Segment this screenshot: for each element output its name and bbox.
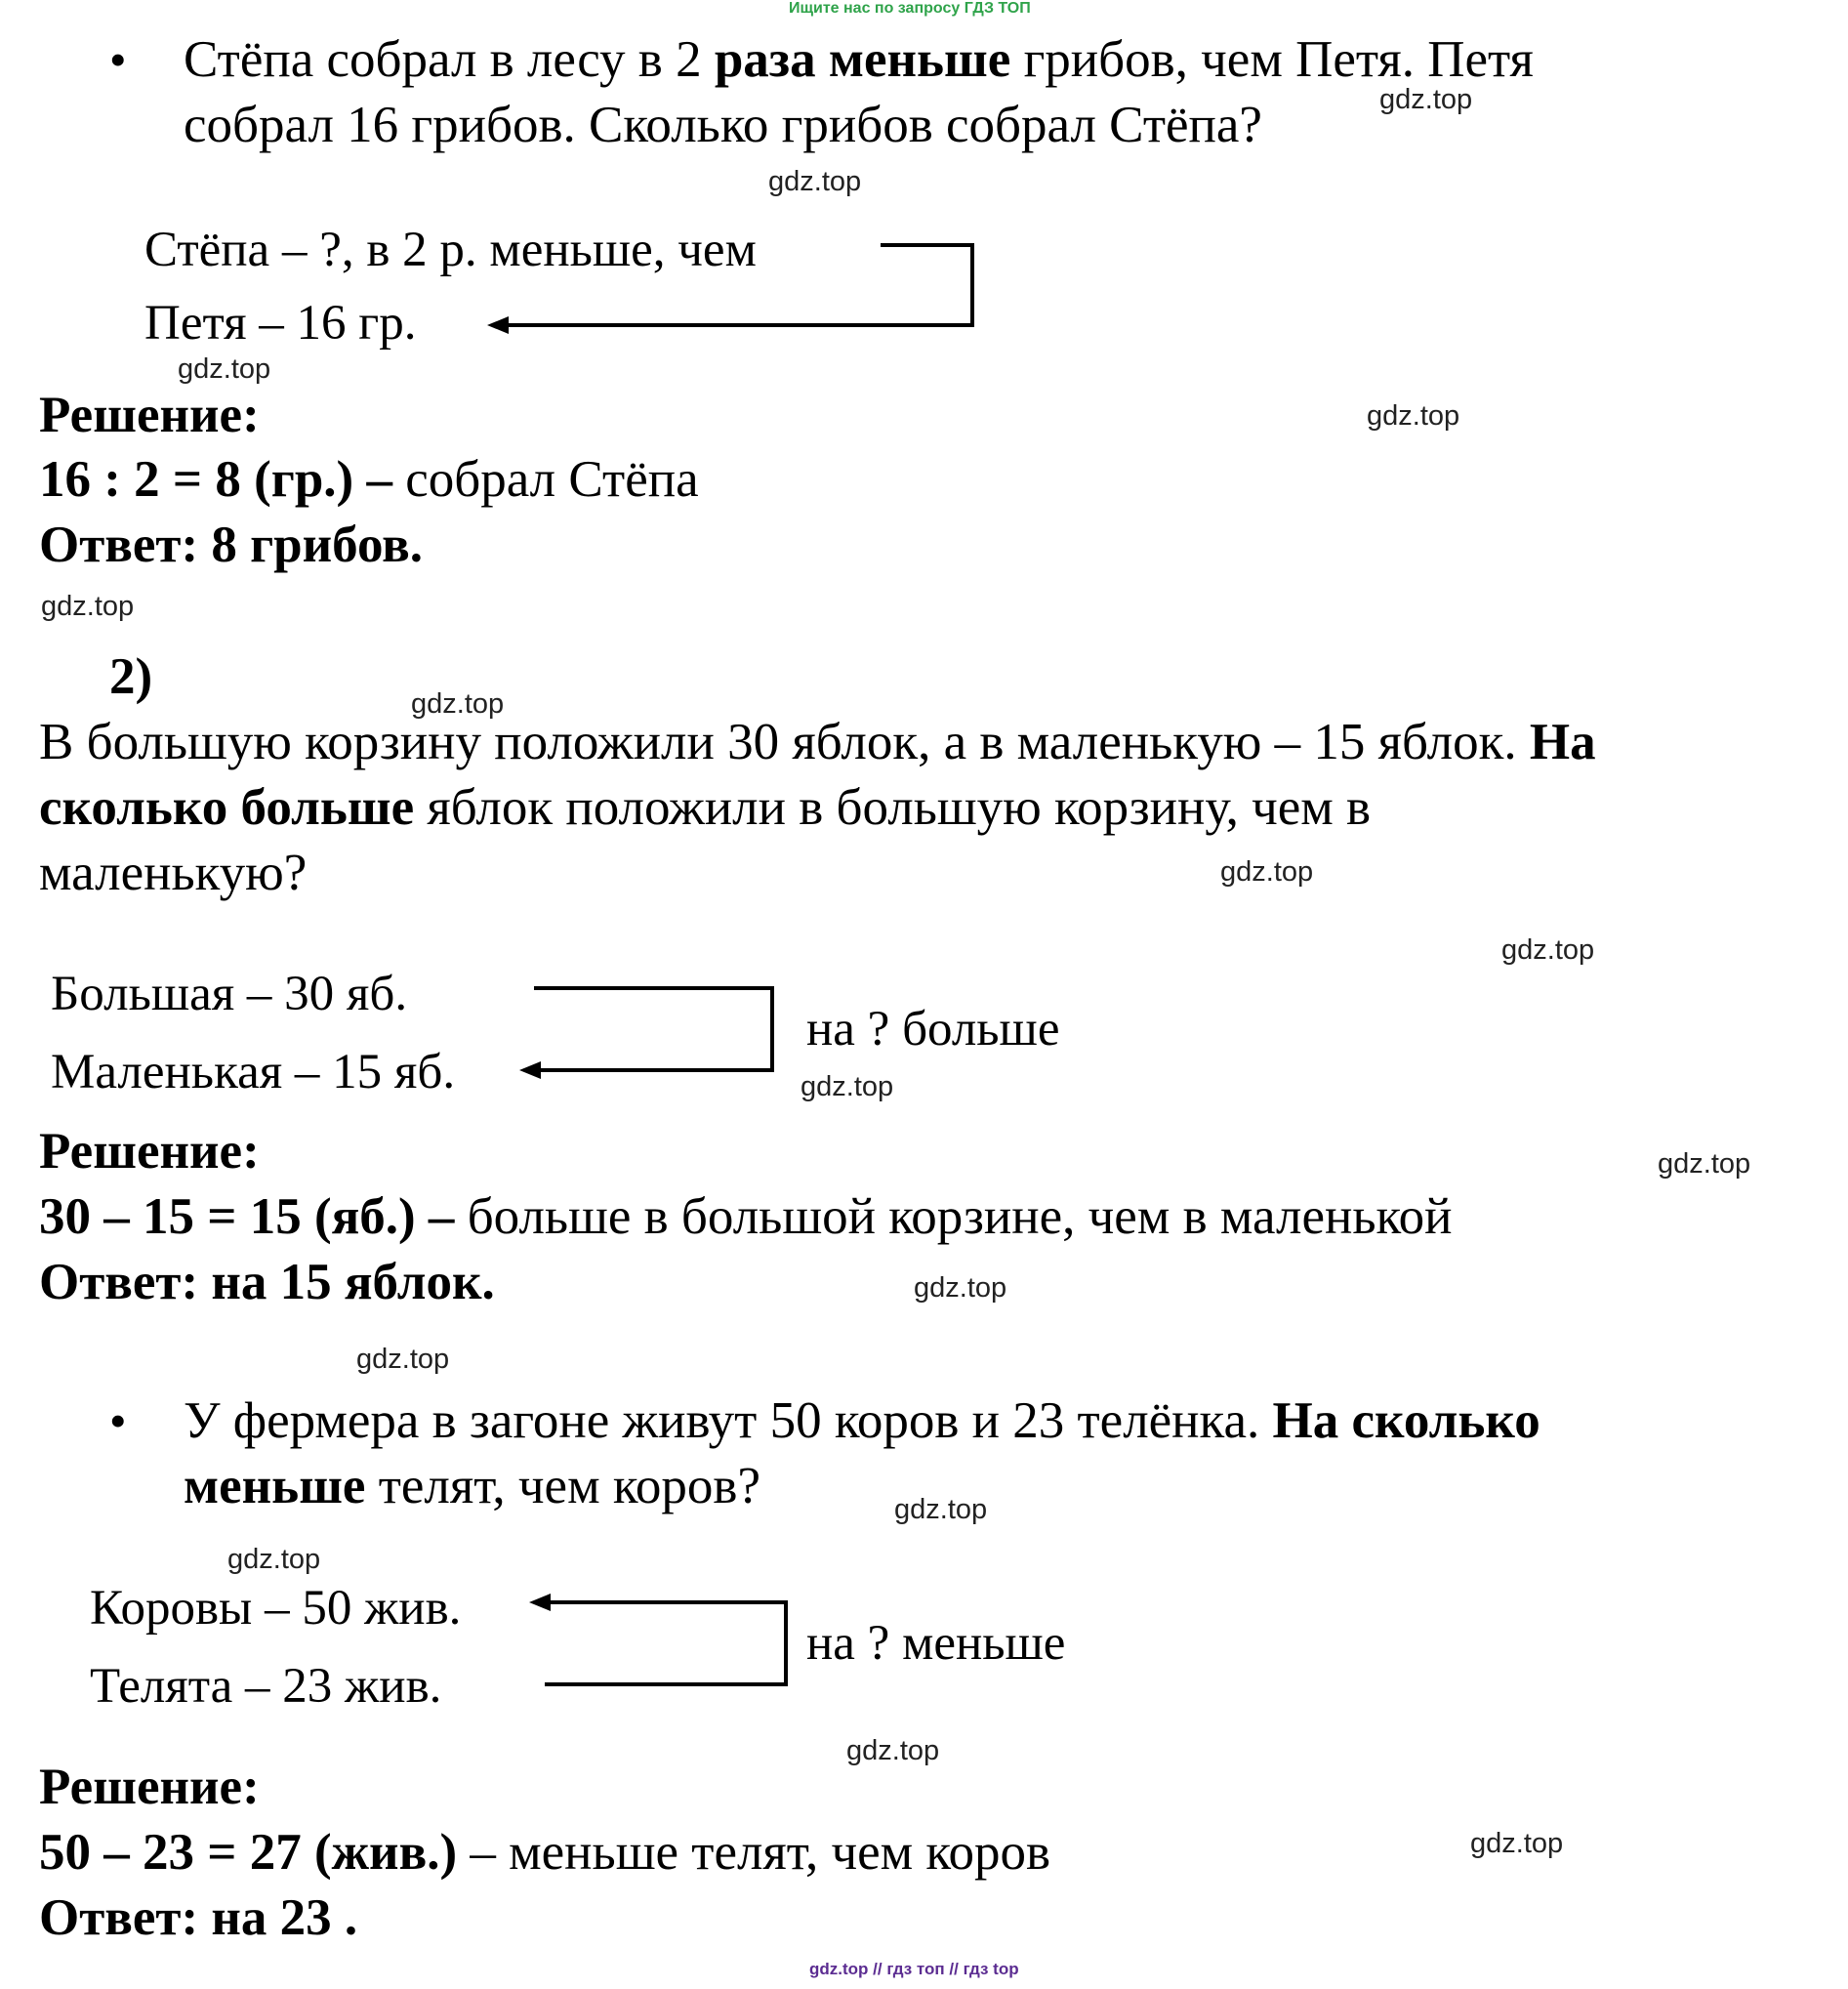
- task3-solution-label: Решение:: [39, 1759, 260, 1815]
- task3-line2-emphasis: меньше: [184, 1458, 366, 1514]
- watermark: gdz.top: [846, 1735, 940, 1766]
- task1-line1-part1: Стёпа собрал в лесу в 2: [184, 31, 715, 88]
- watermark: gdz.top: [914, 1272, 1007, 1304]
- task2-scheme-line1: Большая – 30 яб.: [51, 967, 408, 1021]
- task2-solution-label: Решение:: [39, 1123, 260, 1180]
- task2-line1-emphasis: На: [1529, 714, 1596, 770]
- task2-scheme-line2: Маленькая – 15 яб.: [51, 1045, 456, 1099]
- task2-solution: [39, 1184, 1452, 1250]
- task2-scheme-label: на ? больше: [806, 1002, 1060, 1057]
- task2-line2-emphasis: сколько больше: [39, 779, 415, 836]
- task3-scheme-line2: Телята – 23 жив.: [90, 1659, 442, 1714]
- task1-scheme-line2: Петя – 16 гр.: [144, 296, 417, 351]
- watermark: gdz.top: [1658, 1148, 1751, 1180]
- watermark: gdz.top: [227, 1544, 321, 1575]
- task3-solution: [39, 1820, 1050, 1885]
- task3-question-line1: [184, 1388, 1540, 1454]
- task1-solution-explanation: собрал Стёпа: [391, 451, 699, 508]
- task3-line1-emphasis: На сколько: [1272, 1392, 1540, 1449]
- watermark: gdz.top: [356, 1344, 450, 1375]
- task1-solution-expression: 16 : 2 = 8 (гр.) –: [39, 451, 392, 508]
- watermark: gdz.top: [1220, 856, 1314, 888]
- task2-line2-part2: яблок положили в большую корзину, чем в: [414, 779, 1372, 836]
- task3-answer: Ответ: на 23 .: [39, 1889, 358, 1946]
- task3-solution-explanation: – меньше телят, чем коров: [457, 1824, 1051, 1881]
- task2-answer: Ответ: на 15 яблок.: [39, 1254, 495, 1310]
- watermark: gdz.top: [768, 166, 862, 197]
- watermark: gdz.top: [41, 591, 135, 622]
- watermark: gdz.top: [1470, 1828, 1564, 1859]
- task2-line1-part1: В большую корзину положили 30 яблок, а в маленькую – 15 яблок.: [39, 714, 1530, 770]
- task1-scheme-line1: Стёпа – ?, в 2 р. меньше, чем: [144, 223, 757, 277]
- task3-line1-part1: У фермера в загоне живут 50 коров и 23 телёнка.: [184, 1392, 1273, 1449]
- task3-line2-part2: телят, чем коров?: [365, 1458, 760, 1514]
- task1-question-line2: собрал 16 грибов. Сколько грибов собрал Стёпа?: [184, 97, 1262, 153]
- task2-solution-expression: 30 – 15 = 15 (яб.) –: [39, 1188, 455, 1245]
- task3-question-line2: [184, 1454, 760, 1519]
- task2-solution-explanation: больше в большой корзине, чем в маленькой: [454, 1188, 1453, 1245]
- task2-number: 2): [109, 648, 153, 705]
- watermark: gdz.top: [1379, 84, 1473, 115]
- task1-solution-label: Решение:: [39, 387, 260, 443]
- task3-solution-expression: 50 – 23 = 27 (жив.): [39, 1824, 458, 1881]
- task1-answer: Ответ: 8 грибов.: [39, 517, 424, 573]
- task1-line1-emphasis: раза меньше: [714, 31, 1011, 88]
- watermark: gdz.top: [1501, 934, 1595, 966]
- task2-question-line2: [39, 775, 1371, 841]
- task2-question-line1: [39, 710, 1596, 775]
- bullet-task-1: •: [109, 32, 127, 87]
- task1-solution: [39, 447, 699, 513]
- bottom-site-note: gdz.top // гдз топ // гдз top: [809, 1960, 1019, 1978]
- task2-question-line3: маленькую?: [39, 845, 308, 901]
- watermark: gdz.top: [1367, 400, 1460, 432]
- task3-scheme-label: на ? меньше: [806, 1616, 1066, 1671]
- bullet-task-3: •: [109, 1393, 127, 1448]
- watermark: gdz.top: [801, 1071, 894, 1102]
- task3-scheme-line1: Коровы – 50 жив.: [90, 1581, 462, 1636]
- watermark: gdz.top: [411, 688, 505, 720]
- task1-line1-part3: грибов, чем Петя. Петя: [1010, 31, 1534, 88]
- top-search-note: Ищите нас по запросу ГДЗ ТОП: [789, 0, 1031, 17]
- watermark: gdz.top: [894, 1494, 988, 1525]
- watermark: gdz.top: [178, 353, 271, 385]
